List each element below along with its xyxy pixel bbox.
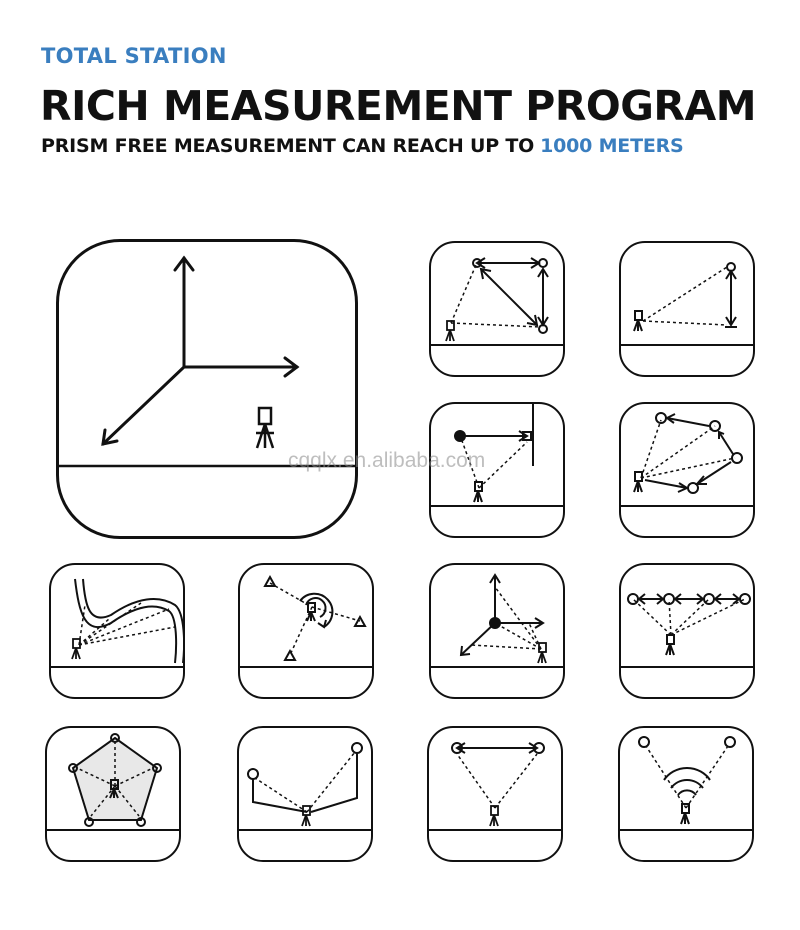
subtitle-highlight: 1000 METERS xyxy=(540,135,684,157)
feature-tile-prism-free xyxy=(618,726,754,862)
angle-resection-icon xyxy=(240,565,374,699)
tie-distance-icon xyxy=(429,728,563,862)
watermark: cqqlx.en.alibaba.com xyxy=(288,449,486,472)
missing-line-icon xyxy=(431,243,565,377)
feature-tile-line-points xyxy=(619,563,755,699)
feature-tile-road-curve xyxy=(49,563,185,699)
feature-tile-traverse xyxy=(619,402,755,538)
traverse-icon xyxy=(621,404,755,538)
kicker: TOTAL STATION xyxy=(41,44,227,68)
feature-tile-angle-resection xyxy=(238,563,374,699)
subtitle xyxy=(41,135,684,157)
area-polygon-icon xyxy=(47,728,181,862)
road-curve-icon xyxy=(51,565,185,699)
page-title: RICH MEASUREMENT PROGRAM xyxy=(40,82,757,130)
prism-free-ranging-icon xyxy=(620,728,754,862)
feature-tile-area xyxy=(45,726,181,862)
feature-tile-missing-line xyxy=(429,241,565,377)
open-traverse-icon xyxy=(239,728,373,862)
line-points-icon xyxy=(621,565,755,699)
subtitle-text: PRISM FREE MEASUREMENT CAN REACH UP TO xyxy=(41,135,535,157)
feature-tile-3d-point xyxy=(429,563,565,699)
feature-tile-tie-distance xyxy=(427,726,563,862)
coordinate-axes-icon xyxy=(59,242,358,539)
feature-tile-coordinate xyxy=(56,239,358,539)
feature-tile-remote-elevation xyxy=(619,241,755,377)
three-dimensional-point-icon xyxy=(431,565,565,699)
feature-tile-open-traverse xyxy=(237,726,373,862)
remote-elevation-icon xyxy=(621,243,755,377)
